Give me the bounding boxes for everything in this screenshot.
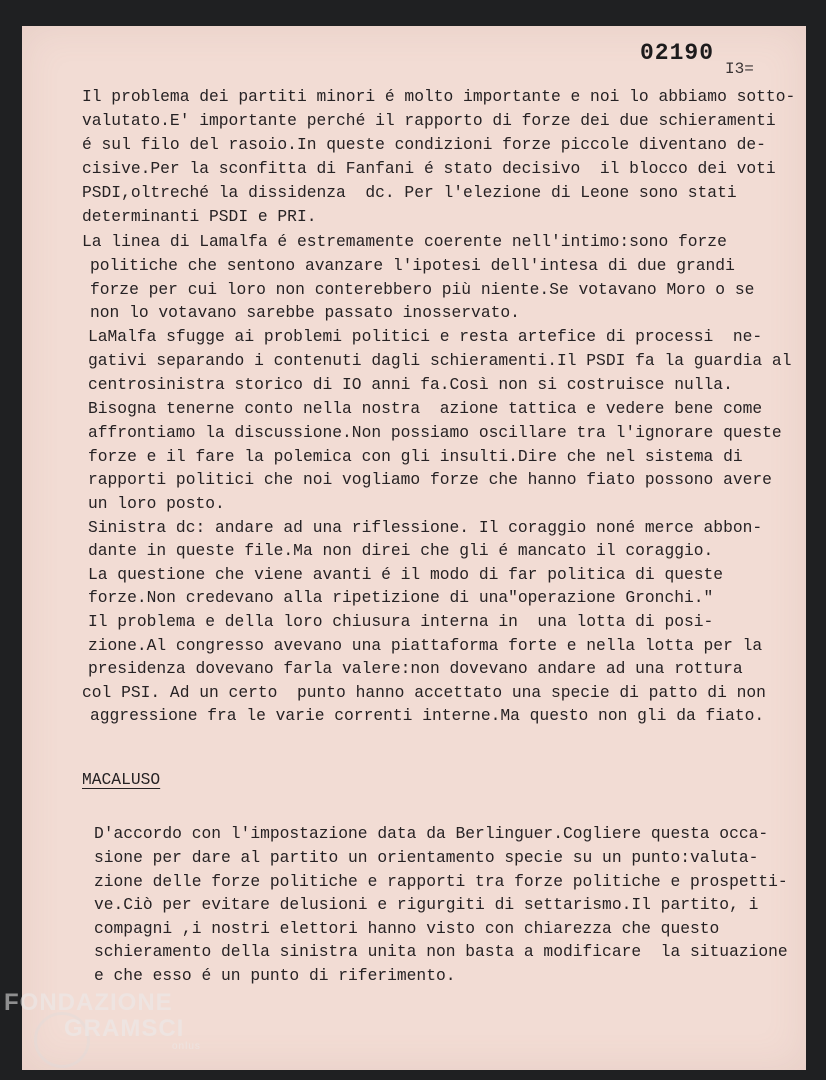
- watermark: [4, 990, 201, 1052]
- body-line: un loro posto.: [88, 494, 225, 513]
- body-line: forze e il fare la polemica con gli insulti.Dire che nel sistema di: [88, 447, 743, 466]
- section-line: sione per dare al partito un orientamento specie su un punto:valuta-: [94, 848, 759, 867]
- body-line: rapporti politici che noi vogliamo forze che hanno fiato possono avere: [88, 470, 772, 489]
- body-line: affrontiamo la discussione.Non possiamo oscillare tra l'ignorare queste: [88, 423, 782, 442]
- body-line: dante in queste file.Ma non direi che gli é mancato il coraggio.: [88, 541, 714, 560]
- page-mark: I3=: [725, 60, 754, 78]
- body-line: é sul filo del rasoio.In queste condizioni forze piccole diventano de-: [82, 135, 766, 154]
- body-line: La linea di Lamalfa é estremamente coerente nell'intimo:sono forze: [82, 232, 727, 251]
- body-line: Sinistra dc: andare ad una riflessione. Il coraggio noné merce abbon-: [88, 518, 763, 537]
- section-line: zione delle forze politiche e rapporti tra forze politiche e prospetti-: [94, 872, 788, 891]
- body-line: determinanti PSDI e PRI.: [82, 207, 317, 226]
- section-heading: MACALUSO: [82, 770, 161, 789]
- body-line: Bisogna tenerne conto nella nostra azione tattica e vedere bene come: [88, 399, 763, 418]
- body-line: aggressione fra le varie correnti interne.Ma questo non gli da fiato.: [90, 706, 765, 725]
- body-line: Il problema e della loro chiusura interna in una lotta di posi-: [88, 612, 714, 631]
- section-line: schieramento della sinistra unita non basta a modificare la situazione: [94, 942, 788, 961]
- body-line: non lo votavano sarebbe passato inosservato.: [90, 303, 520, 322]
- body-line: forze.Non credevano alla ripetizione di una"operazione Gronchi.": [88, 588, 714, 607]
- section-line: compagni ,i nostri elettori hanno visto con chiarezza che questo: [94, 919, 720, 938]
- body-line: centrosinistra storico di IO anni fa.Così non si costruisce nulla.: [88, 375, 733, 394]
- body-line: Il problema dei partiti minori é molto importante e noi lo abbiamo sotto-: [82, 87, 796, 106]
- section-line: e che esso é un punto di riferimento.: [94, 966, 456, 985]
- section-line: ve.Ciò per evitare delusioni e rigurgiti di settarismo.Il partito, i: [94, 895, 759, 914]
- body-line: politiche che sentono avanzare l'ipotesi dell'intesa di due grandi: [90, 256, 735, 275]
- body-line: forze per cui loro non conterebbero più niente.Se votavano Moro o se: [90, 280, 755, 299]
- body-line: valutato.E' importante perché il rapporto di forze dei due schieramenti: [82, 111, 776, 130]
- body-line: cisive.Per la sconfitta di Fanfani é stato decisivo il blocco dei voti: [82, 159, 776, 178]
- body-line: La questione che viene avanti é il modo di far politica di queste: [88, 565, 724, 584]
- body-line: LaMalfa sfugge ai problemi politici e resta artefice di processi ne-: [88, 327, 763, 346]
- body-line: presidenza dovevano farla valere:non dovevano andare ad una rottura: [88, 659, 743, 678]
- body-line: zione.Al congresso avevano una piattaforma forte e nella lotta per la: [88, 636, 763, 655]
- section-line: D'accordo con l'impostazione data da Berlinguer.Cogliere questa occa-: [94, 824, 769, 843]
- watermark-line2: GRAMSCI: [64, 1015, 185, 1042]
- document-number: 02190: [640, 40, 715, 66]
- body-line: col PSI. Ad un certo punto hanno accettato una specie di patto di non: [82, 683, 766, 702]
- watermark-line3: onlus: [172, 1041, 201, 1052]
- body-line: gativi separando i contenuti dagli schieramenti.Il PSDI fa la guardia al: [88, 351, 792, 370]
- body-line: PSDI,oltreché la dissidenza dc. Per l'elezione di Leone sono stati: [82, 183, 737, 202]
- watermark-line1: FONDAZIONE: [4, 989, 173, 1016]
